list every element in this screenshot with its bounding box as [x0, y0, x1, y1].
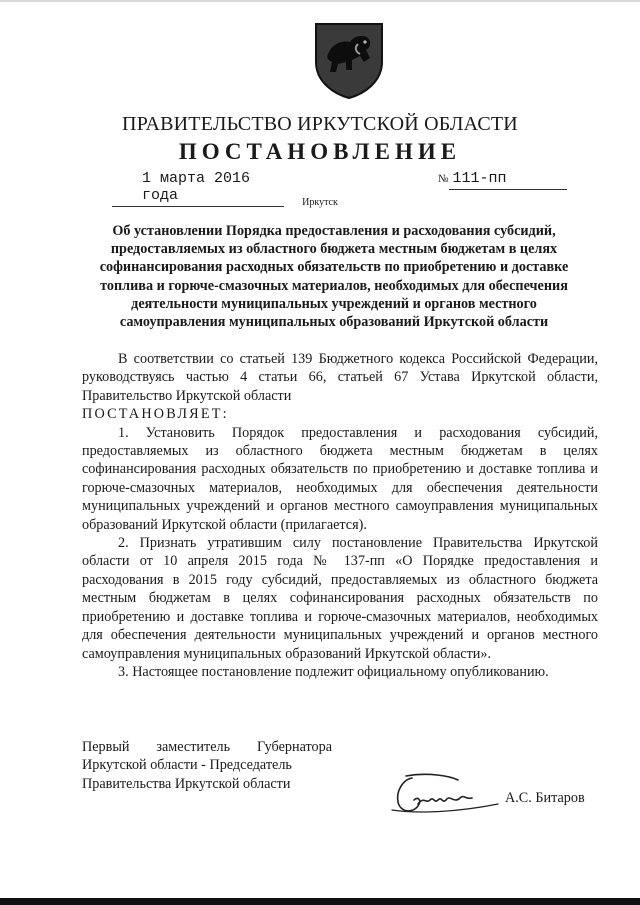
signer-position-line: Иркутской области - Председатель	[82, 757, 292, 774]
document-type: ПОСТАНОВЛЕНИЕ	[178, 139, 462, 164]
signer-position-word: заместитель	[156, 739, 231, 755]
scan-edge-top	[0, 0, 640, 2]
signer-position	[82, 738, 332, 793]
city-label: Иркутск	[302, 197, 338, 208]
document-number-value: 111-пп	[449, 170, 567, 190]
signer-position-line	[82, 738, 332, 756]
signer-position-line: Правительства Иркутской области	[82, 775, 291, 792]
document-date: 1 марта 2016 года	[112, 170, 284, 207]
preamble-paragraph: В соответствии со статьей 139 Бюджетного кодекса Российской Федерации, руководствуясь частью 4 статьи 66, статьей 67 Устава Иркутской области, Правительство Иркутской области	[82, 351, 598, 404]
scan-edge-bottom	[0, 898, 640, 905]
government-title: ПРАВИТЕЛЬСТВО ИРКУТСКОЙ ОБЛАСТИ	[122, 113, 518, 135]
signer-position-word: Первый	[82, 739, 130, 755]
decree-heading: ПОСТАНОВЛЯЕТ:	[82, 406, 229, 423]
signer-name: А.С. Битаров	[505, 790, 585, 806]
number-sign: №	[438, 173, 449, 185]
signer-position-word: Губернатора	[256, 739, 332, 755]
document-subject: Об установлении Порядка предоставления и расходования субсидий, предоставляемых из областного бюджета местным бюджетам в целях софинансирования расходных обязательств по приобретению и доставке топлива и горюче-смазочных материалов, необходимых для обеспечения деятельности муниципальных учреждений и органов местного самоуправления муниципальных образований Иркутской области	[99, 223, 569, 331]
item-paragraph: 1. Установить Порядок предоставления и расходования субсидий, предоставляемых из областного бюджета местным бюджетам в целях софинансирования расходных обязательств по приобретению и доставке топлива и горюче-смазочных материалов, необходимых для обеспечения деятельности муниципальных учреждений и органов местного самоуправления муниципальных образований Иркутской области (прилагается).	[82, 424, 598, 533]
item-paragraph: 3. Настоящее постановление подлежит официальному опубликованию.	[118, 663, 549, 680]
document-body	[82, 350, 598, 681]
irkutsk-coat-of-arms-icon	[308, 18, 390, 100]
document-number	[438, 170, 567, 190]
handwritten-signature	[388, 770, 500, 816]
item-paragraph: 2. Признать утратившим силу постановление Правительства Иркутской области от 10 апреля 2015 года № 137-пп «О Порядке предоставления и расходования в 2015 году субсидий, предоставляемых из областного бюджета местным бюджетам в целях софинансирования расходных обязательств по приобретению и доставке топлива и горюче-смазочных материалов, необходимых для обеспечения деятельности муниципальных учреждений и органов местного самоуправления муниципальных образований Иркутской области».	[82, 535, 598, 662]
